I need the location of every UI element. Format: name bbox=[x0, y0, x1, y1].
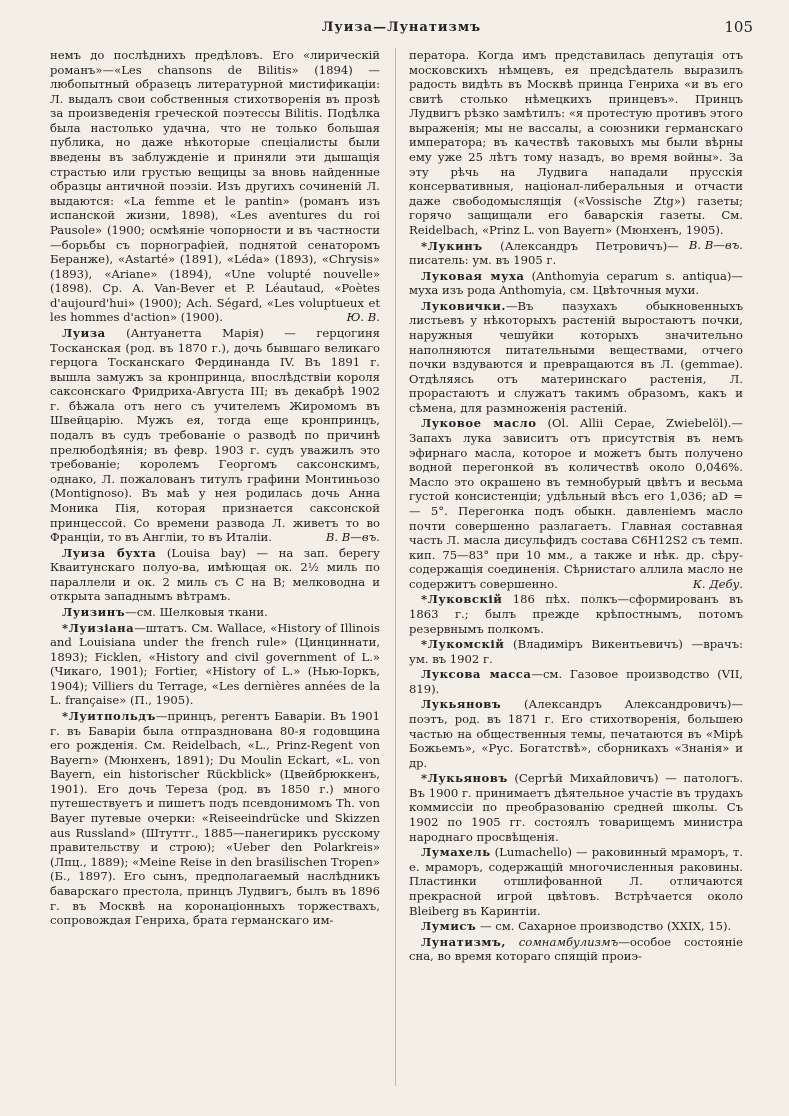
headword: Лумисъ bbox=[421, 919, 477, 934]
entry-luksova-massa: Луксова масса—см. Газовое производство (VII, 819). bbox=[409, 667, 743, 696]
headword: *Лукинъ bbox=[421, 238, 483, 253]
entry-lumakhel: Лумахель (Lumachello) — раковинный мраморъ, т. е. мраморъ, содержащій многочисленныя раковины. Пластинки отшлифованной Л. отличаются прекрасной игрой цвѣтовъ. Встрѣчается около Bleiberg въ Каринтіи. bbox=[409, 845, 743, 918]
headword: Луковички. bbox=[421, 298, 506, 313]
entry-lukovichki: Луковички.—Въ пазухахъ обыкновенныхъ листьевъ у нѣкоторыхъ растеній выростаютъ почки, наружныя чешуйки которыхъ значительно наполняются питательными веществами, отчего почки вздуваются и превращаются въ Л. (gemmae). Отдѣляясь отъ материнскаго растенія, Л. прорастаютъ и служатъ такимъ образомъ, какъ и сѣмена, для размноженія растеній. bbox=[409, 298, 743, 415]
headword: *Луковскій bbox=[421, 592, 503, 607]
entry-luiza-bay: Луиза бухта (Louisa bay) — на зап. берегу Кваитунскаго полуо-ва, имѣющая ок. 2½ миль по параллели и ок. 2 миль съ С на В; мелководна и открыта западнымъ вѣтрамъ. bbox=[50, 545, 380, 604]
entry-lukovaya-mukha: Луковая муха (Anthomyia ceparum s. antiqua)—муха изъ рода Anthomyia, см. Цвѣточныя мухи. bbox=[409, 268, 743, 298]
page-header bbox=[50, 16, 753, 42]
column-divider bbox=[395, 48, 396, 1086]
author-signature: Ю. В. bbox=[346, 310, 380, 325]
entry-lukin: *Лукинъ (Александръ Петровичъ)—писатель: ум. въ 1905 г. bbox=[409, 238, 679, 268]
headword: Луиза бухта bbox=[62, 545, 157, 560]
entry-continuation: ператора. Когда имъ представилась депутація отъ московскихъ нѣмцевъ, ея предсѣдатель выразилъ радость видѣть въ Москвѣ принца Генриха «и въ его свитѣ столько нѣмецкихъ принцевъ». Принцъ Лудвигъ рѣзко замѣтилъ: «я протестую противъ этого выраженія; мы не вассалы, а союзники германскаго императора; въ качествѣ таковыхъ мы были вѣрны ему уже 25 лѣтъ тому назадъ, во время войны». За эту рѣчь на Лудвига нападали прусскія консервативныя, націонал-либеральныя и отчасти даже свободомыслящія («Vossische Ztg») газеты; горячо защищали его баварскія газеты. См. Reidelbach, «Prinz L. von Bayern» (Мюнхенъ, 1905). В. В—въ. bbox=[409, 48, 743, 252]
headword: Луковое масло bbox=[421, 416, 537, 431]
entry-lukovoe-maslo: Луковое масло (Ol. Allii Cepae, Zwiebelöl).—Запахъ лука зависитъ отъ присутствія въ немъ эфирнаго масла, которое и можетъ быть получено водной перегонкой въ количествѣ около 0,046%. Масло это окрашено въ темнобурый цвѣтъ и весьма густой консистенціи; удѣльный вѣсъ его 1,036; aD = — 5°. Перегонка подъ обыкн. давленіемъ масло почти совершенно разлагаетъ. Главная составная часть Л. масла дисульфидъ состава C6H12S2 съ темп. кип. 75—83° при 10 мм., а также и нѣк. др. сѣру-содержащія соединенія. Сѣрнистаго аллила масло не содержитъ совершенно. К. Дебу. bbox=[409, 416, 743, 591]
entry-luitpold: *Луитпольдъ—принцъ, регентъ Баваріи. Въ 1901 г. въ Баваріи была отпразднована 80-я годовщина его рожденія. См. Reidelbach, «L., Prinz-Regent von Bayern» (Мюнхенъ, 1891); Du Moulin Eckart, «L. von Bayern, ein historischer Rückblick» (Цвейбрюккенъ, 1901). Его дочь Тереза (род. въ 1850 г.) много путешествуетъ и пишетъ подъ псевдонимомъ Th. von Bayer путевые очерки: «Reiseeindrücke und Skizzen aus Russland» (Штуттг., 1885—панегирикъ русскому правительству и строю); «Ueber den Polarkreis» (Лпц., 1889); «Meine Reise in den brasilischen Tropen» (Б., 1897). Его сынъ, предполагаемый наслѣдникъ баварскаго престола, принцъ Лудвигъ, былъ въ 1896 г. въ Москвѣ на коронаціонныхъ торжествахъ, сопровождая Генриха, брата германскаго им- bbox=[50, 709, 380, 928]
entry-lumis: Лумисъ — см. Сахарное производство (XXIX, 15). bbox=[421, 919, 732, 934]
running-title: Луиза—Лунатизмъ bbox=[321, 20, 482, 35]
entry-continuation: немъ до послѣднихъ предѣловъ. Его «лирическій романъ»—«Les chansons de Bilitis» (1894) — любопытный образецъ литературной мистификаціи: Л. выдалъ свои собственныя стихотворенія въ прозѣ за произведенія греческой поэтессы Bilitis. Подѣлка была настолько удачна, что не только большая публика, но даже нѣкоторые спеціалисты были введены въ заблужденіе и приняли эти дышащія страстью или грустью вещицы за вновь найденные образцы античной поэзіи. Изъ другихъ сочиненій Л. выдаются: «La femme et le pantin» (романъ изъ испанской жизни, 1898), «Les aventures du roi Pausole» (1900; осмѣяніе чопорности и въ частности—борьбы съ порнографіей, поднятой сенаторомъ Беранже), «Astarté» (1891), «Léda» (1893), «Chrysis» (1893), «Ariane» (1894), «Une volupté nouvelle» (1898). Ср. A. Van-Bever et P. Léautaud, «Poètes d'aujourd'hui» (1900); Ach. Ségard, «Les voluptueux et les hommes d'action» (1900). Ю. В. bbox=[50, 48, 380, 325]
author-signature: В. В—въ. bbox=[688, 237, 743, 252]
headword: *Лукьяновъ bbox=[421, 771, 508, 786]
entry-lukomsky: *Лукомскій (Владиміръ Викентьевичъ) —врачъ: ум. въ 1902 г. bbox=[409, 637, 743, 666]
left-column bbox=[50, 48, 380, 929]
synonym: сомнамбулизмъ bbox=[505, 934, 619, 949]
entry-luizin: Луизинъ—см. Шелковыя ткани. bbox=[62, 604, 268, 619]
entry-lukyanov-poet: Лукьяновъ (Александръ Александровичъ)—поэтъ, род. въ 1871 г. Его стихотворенія, большею частью на общественныя темы, печатаются въ «Мірѣ Божьемъ», «Рус. Богатствѣ», сборникахъ «Знанія» и др. bbox=[409, 697, 743, 770]
headword: Луковая муха bbox=[421, 268, 525, 283]
page-number: 105 bbox=[724, 18, 753, 36]
headword: Луизинъ bbox=[62, 604, 126, 619]
headword: *Луизіана bbox=[62, 620, 135, 635]
headword: Лумахель bbox=[421, 845, 491, 860]
entry-lukovsky-polk: *Луковскій 186 пѣх. полкъ—сформированъ въ 1863 г.; былъ прежде крѣпостнымъ, потомъ резервнымъ полкомъ. bbox=[409, 592, 743, 636]
author-signature: К. Дебу. bbox=[692, 576, 743, 591]
entry-luiziana: *Луизіана—штатъ. См. Wallace, «History of Illinois and Louisiana under the french rule» (Цинциннати, 1893); Ficklen, «History and civil government of L.» (Чикаго, 1901); Fortier, «History of L.» (Нью-Іоркъ, 1904); Villiers du Terrage, «Les dernières années de la L. française» (П., 1905). bbox=[50, 620, 380, 708]
headword: Луксова масса bbox=[421, 667, 532, 682]
entry-luiza: Луиза (Антуанетта Марія) — герцогиня Тосканская (род. въ 1870 г.), дочь бывшаго великаго герцога Тосканскаго Фердинанда IV. Въ 1891 г. вышла замужъ за кронпринца, впослѣдствіи короля саксонскаго Фридриха-Августа III; въ декабрѣ 1902 г. бѣжала отъ него съ учителемъ Жиромомъ въ Швейцарію. Мужъ ея, тогда еще кронпринцъ, подалъ въ судъ требованіе о разводѣ по причинѣ прелюбодѣянія; въ февр. 1903 г. судъ уважилъ это требованіе; королемъ Георгомъ саксонскимъ, однако, Л. пожалованъ титулъ графини Монтиньозо (Montignoso). Въ маѣ у нея родилась дочь Анна Моника Пія, которая признается саксонской принцессой. Со времени развода Л. живетъ то во Франціи, то въ Англіи, то въ Италіи. В. В—въ. bbox=[50, 325, 380, 545]
headword: *Луитпольдъ bbox=[62, 709, 156, 724]
headword: *Лукомскій bbox=[421, 637, 505, 652]
headword: Лукьяновъ bbox=[421, 697, 502, 712]
entry-lunatizm: Лунатизмъ, сомнамбулизмъ—особое состояніе сна, во время котораго спящій проиэ- bbox=[409, 934, 744, 964]
right-column bbox=[409, 48, 743, 965]
entry-lukyanov-pathologist: *Лукьяновъ (Сергѣй Михайловичъ) — патологъ. Въ 1900 г. принимаетъ дѣятельное участіе въ трудахъ коммиссіи по преобразованію средней школы. Съ 1902 по 1905 гг. состоялъ товарищемъ министра народнаго просвѣщенія. bbox=[409, 771, 743, 844]
author-signature: В. В—въ. bbox=[325, 530, 380, 545]
headword: Луиза bbox=[62, 325, 106, 340]
headword: Лунатизмъ, bbox=[421, 934, 506, 949]
